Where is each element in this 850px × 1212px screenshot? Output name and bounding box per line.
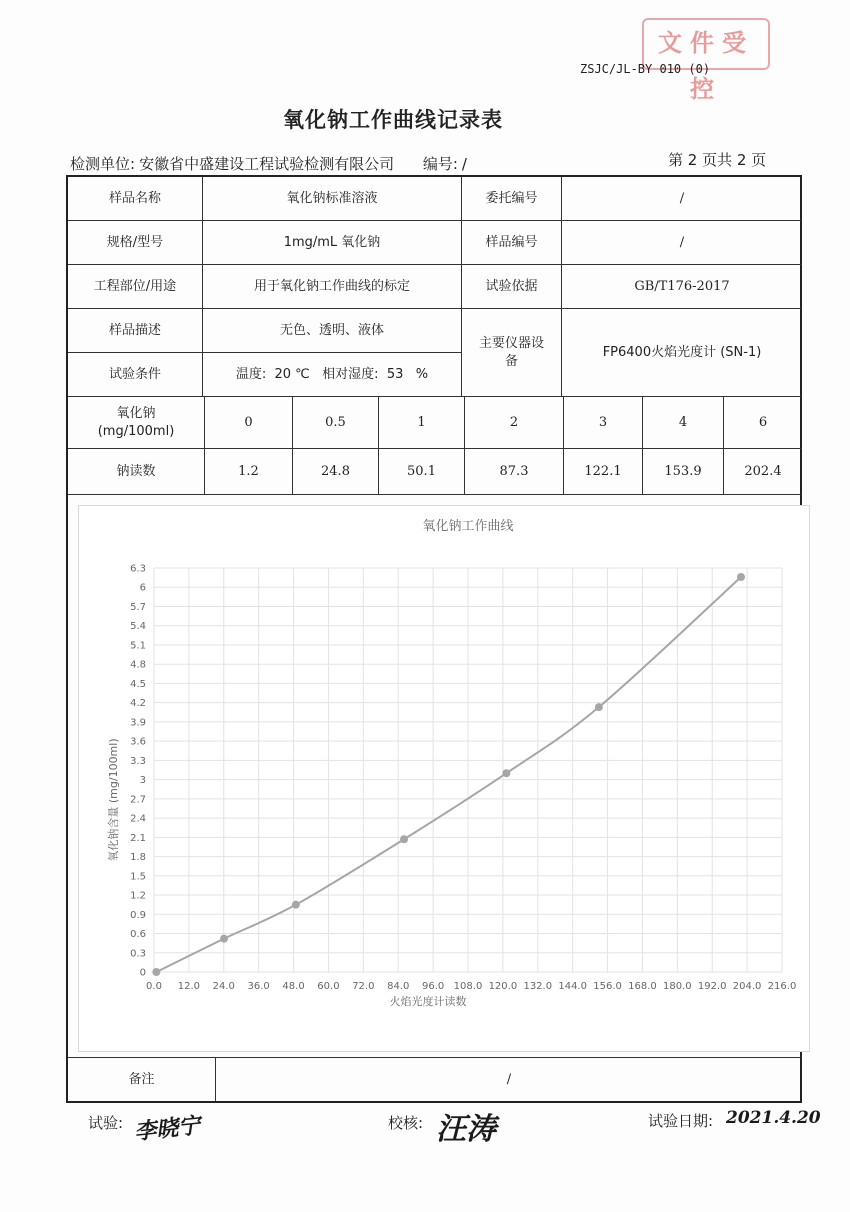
- data-point: [502, 769, 510, 777]
- unit-value: 安徽省中盛建设工程试验检测有限公司: [139, 155, 395, 173]
- series-line: [156, 577, 741, 972]
- y-tick-label: 1.8: [130, 852, 146, 864]
- y-tick-label: 6.3: [130, 563, 146, 575]
- purpose-value: 用于氧化钠工作曲线的标定: [203, 265, 462, 309]
- sample-no-label: 样品编号: [462, 221, 562, 265]
- reading-cell: 50.1: [379, 449, 465, 495]
- sample-name-label: 样品名称: [68, 177, 203, 221]
- purpose-label: 工程部位/用途: [68, 265, 203, 309]
- unit-label: 检测单位:: [70, 155, 136, 173]
- working-curve-chart: [79, 506, 809, 1051]
- x-tick-label: 0.0: [146, 981, 162, 992]
- x-tick-label: 168.0: [628, 981, 657, 992]
- instrument-value: FP6400火焰光度计 (SN-1): [562, 309, 802, 397]
- x-axis-label: 火焰光度计读数: [389, 995, 467, 1008]
- spec-label: 规格/型号: [68, 221, 203, 265]
- x-tick-label: 144.0: [558, 981, 587, 992]
- remark-label: 备注: [68, 1057, 216, 1101]
- remark-value: /: [216, 1057, 802, 1101]
- desc-value: 无色、透明、液体: [203, 309, 462, 353]
- data-point: [595, 703, 603, 711]
- concentration-cell: 1: [379, 397, 465, 449]
- x-tick-label: 120.0: [488, 981, 518, 992]
- x-tick-label: 216.0: [767, 981, 797, 992]
- sample-name-value: 氧化钠标准溶液: [203, 177, 462, 221]
- x-tick-label: 204.0: [732, 981, 762, 992]
- y-tick-label: 3.9: [130, 717, 146, 729]
- condition-value: 温度: 20 ℃ 相对湿度: 53 %: [203, 353, 462, 397]
- y-tick-label: 3: [139, 775, 146, 787]
- x-tick-label: 36.0: [247, 981, 270, 992]
- x-tick-label: 192.0: [697, 981, 727, 992]
- tester-signature: 李晓宁: [132, 1112, 202, 1146]
- sample-no-value: /: [562, 221, 802, 265]
- data-point: [152, 968, 160, 976]
- reading-cell: 87.3: [465, 449, 564, 495]
- reading-cell: 24.8: [293, 449, 379, 495]
- concentration-cell: 0.5: [293, 397, 379, 449]
- x-tick-label: 156.0: [593, 981, 622, 992]
- controlled-document-stamp: 文件受控: [642, 18, 770, 70]
- y-tick-label: 5.7: [130, 601, 146, 613]
- header-unit-line: [70, 153, 471, 174]
- entrust-no-label: 委托编号: [462, 177, 562, 221]
- y-tick-label: 2.4: [130, 813, 146, 825]
- chart-container: [78, 505, 810, 1052]
- y-tick-label: 0.6: [130, 929, 146, 941]
- chart-title: 氧化钠工作曲线: [422, 519, 514, 534]
- y-tick-label: 5.1: [130, 640, 146, 652]
- y-tick-label: 1.5: [130, 871, 146, 883]
- checker-signature: 汪涛: [436, 1112, 496, 1147]
- spec-value: 1mg/mL 氧化钠: [203, 221, 462, 265]
- checker-label: 校核:: [388, 1114, 424, 1132]
- document-code: ZSJC/JL-BY 010 (0): [580, 62, 711, 76]
- reading-cell: 122.1: [564, 449, 643, 495]
- y-tick-label: 3.6: [130, 736, 146, 748]
- y-tick-label: 5.4: [130, 621, 146, 633]
- x-tick-label: 60.0: [317, 981, 340, 992]
- x-tick-label: 72.0: [352, 981, 375, 992]
- data-point: [400, 835, 408, 843]
- y-tick-label: 2.7: [130, 794, 146, 806]
- instrument-label: 主要仪器设备: [462, 309, 562, 397]
- y-axis-label: 氧化钠含量 (mg/100ml): [107, 738, 120, 862]
- reading-cell: 202.4: [724, 449, 802, 495]
- y-tick-label: 1.2: [130, 890, 146, 902]
- reading-cell: 1.2: [205, 449, 293, 495]
- page-info: 第 2 页共 2 页: [668, 151, 767, 169]
- y-tick-label: 4.5: [130, 678, 146, 690]
- desc-label: 样品描述: [68, 309, 203, 353]
- x-tick-label: 48.0: [282, 981, 305, 992]
- concentration-cell: 6: [724, 397, 802, 449]
- y-tick-label: 6: [139, 582, 146, 594]
- number-label: 编号:: [422, 155, 458, 173]
- x-tick-label: 84.0: [387, 981, 410, 992]
- test-date: 2021.4.20: [726, 1108, 821, 1128]
- reading-label: 钠读数: [68, 449, 205, 495]
- x-tick-label: 132.0: [523, 981, 553, 992]
- y-tick-label: 4.2: [130, 698, 146, 710]
- concentration-cell: 0: [205, 397, 293, 449]
- basis-value: GB/T176-2017: [562, 265, 802, 309]
- data-point: [220, 935, 228, 943]
- number-value: /: [461, 155, 467, 173]
- x-tick-label: 108.0: [453, 981, 483, 992]
- entrust-no-value: /: [562, 177, 802, 221]
- reading-cell: 153.9: [643, 449, 724, 495]
- y-tick-label: 0.9: [130, 909, 146, 921]
- x-tick-label: 180.0: [663, 981, 692, 992]
- x-tick-label: 12.0: [177, 981, 201, 992]
- y-tick-label: 2.1: [130, 832, 146, 844]
- x-tick-label: 24.0: [212, 981, 235, 992]
- y-tick-label: 0.3: [130, 948, 146, 960]
- concentration-cell: 2: [465, 397, 564, 449]
- basis-label: 试验依据: [462, 265, 562, 309]
- data-point: [737, 573, 745, 581]
- page-title: 氧化钠工作曲线记录表: [283, 108, 503, 132]
- condition-label: 试验条件: [68, 353, 203, 397]
- data-point: [292, 901, 300, 909]
- y-tick-label: 3.3: [130, 755, 146, 767]
- y-tick-label: 0: [139, 967, 146, 979]
- tester-label: 试验:: [88, 1114, 124, 1132]
- x-tick-label: 96.0: [421, 981, 445, 992]
- concentration-cell: 3: [564, 397, 643, 449]
- concentration-cell: 4: [643, 397, 724, 449]
- date-label: 试验日期:: [648, 1112, 714, 1130]
- concentration-label: 氧化钠 (mg/100ml): [68, 397, 205, 449]
- y-tick-label: 4.8: [130, 659, 146, 671]
